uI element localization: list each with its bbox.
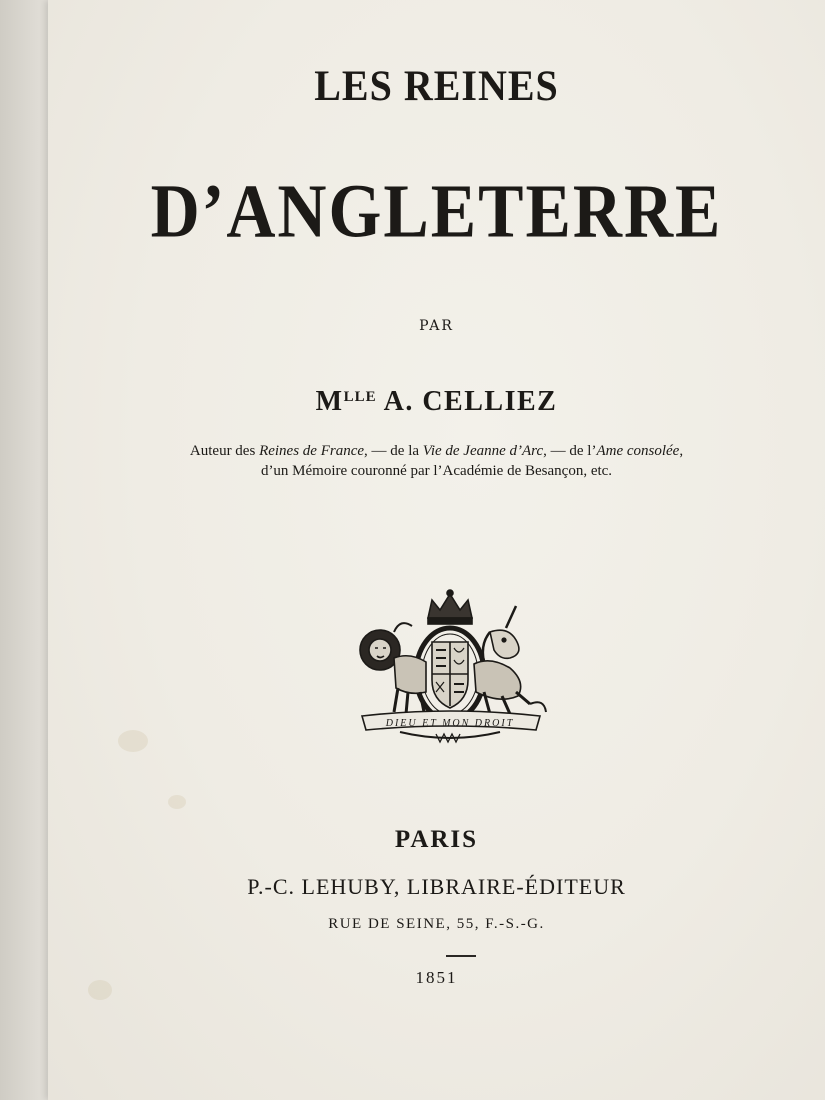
credits-line-1: Auteur des Reines de France, — de la Vie de Jeanne d’Arc, — de l’Ame consolée,	[189, 443, 684, 459]
author-prefix: M	[315, 386, 344, 417]
imprint-city: PARIS	[394, 826, 479, 853]
imprint-divider	[446, 955, 476, 957]
title-line-2: D’ANGLETERRE	[150, 168, 723, 254]
imprint-address: RUE DE SEINE, 55, F.-S.-G.	[328, 916, 545, 932]
author-prefix-superscript: LLE	[343, 389, 377, 405]
imprint-year: 1851	[415, 968, 458, 987]
author-credits	[48, 441, 825, 481]
imprint-publisher: P.-C. LEHUBY, LIBRAIRE-ÉDITEUR	[247, 874, 626, 899]
author-surname: A. CELLIEZ	[383, 386, 558, 417]
title-page	[48, 0, 825, 1100]
royal-coat-of-arms-icon	[340, 588, 560, 746]
author-name	[48, 386, 825, 418]
emblem-motto: DIEU ET MON DROIT	[385, 718, 515, 729]
by-label: PAR	[419, 318, 454, 334]
credits-line-2: d’un Mémoire couronné par l’Académie de Besançon, etc.	[260, 463, 613, 479]
title-line-1: LES REINES	[314, 61, 559, 110]
